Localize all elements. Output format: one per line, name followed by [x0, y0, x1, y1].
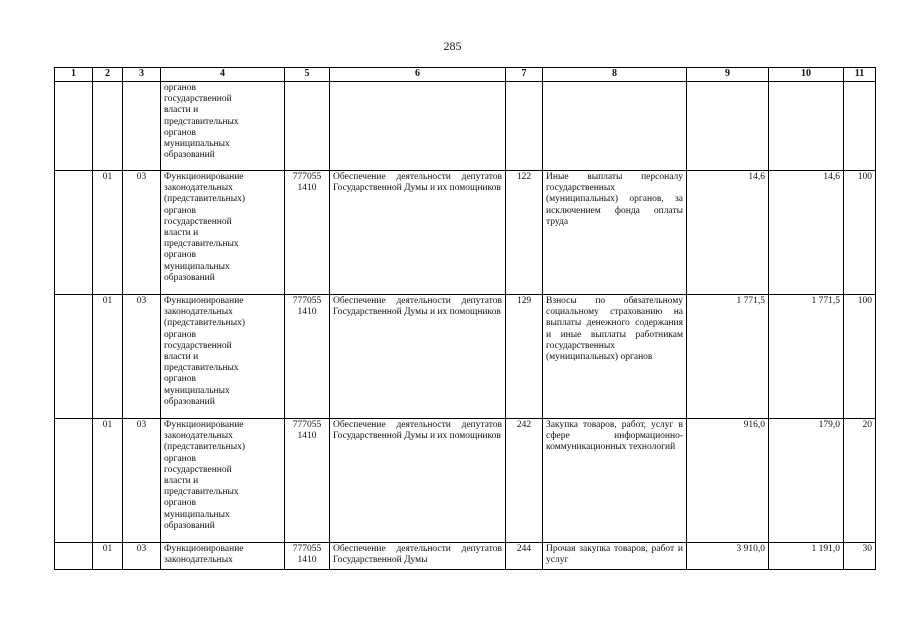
cell-percent: 20: [844, 419, 876, 543]
cell-target-name: Обеспечение деятельности депутатов Государственной Думы: [330, 543, 506, 570]
col-header: 6: [330, 68, 506, 82]
cell-executed: 1 191,0: [769, 543, 844, 570]
cell-executed: 14,6: [769, 171, 844, 295]
table-row: [55, 295, 876, 419]
cell-expense-code: 244: [506, 543, 543, 570]
col-header: 11: [844, 68, 876, 82]
cell-target-code: 777055 1410: [285, 419, 330, 543]
cell-target-name: Обеспечение деятельности депутатов Государственной Думы и их помощников: [330, 419, 506, 543]
cell-expense-code: 242: [506, 419, 543, 543]
cell-expense-name: Взносы по обязательному социальному страхованию на выплаты денежного содержания и иные выплаты работникам государственных (муниципальных) органов: [543, 295, 687, 419]
cell-executed: 179,0: [769, 419, 844, 543]
cell: [123, 82, 161, 171]
col-header: 5: [285, 68, 330, 82]
col-header: 7: [506, 68, 543, 82]
cell-subsection: 03: [123, 295, 161, 419]
cell: [55, 543, 93, 570]
cell-target-code: 777055 1410: [285, 543, 330, 570]
cell-section: 01: [93, 543, 123, 570]
cell-expense-code: 122: [506, 171, 543, 295]
cell-subsection: 03: [123, 171, 161, 295]
cell-section-name: Функционирование законодательных: [161, 543, 285, 570]
col-header: 9: [687, 68, 769, 82]
cell-planned: 14,6: [687, 171, 769, 295]
cell-target-code: 777055 1410: [285, 295, 330, 419]
cell: [55, 82, 93, 171]
table-row: [55, 543, 876, 570]
cell: [543, 82, 687, 171]
cell-section: 01: [93, 171, 123, 295]
col-header: 10: [769, 68, 844, 82]
col-header: 3: [123, 68, 161, 82]
cell-section-name: Функционирование законодательных (представительных) органов государственной власти и представительных органов муниципальных образований: [161, 171, 285, 295]
table-row: [55, 419, 876, 543]
cell-target-name: Обеспечение деятельности депутатов Государственной Думы и их помощников: [330, 295, 506, 419]
cell-subsection: 03: [123, 419, 161, 543]
cell: [506, 82, 543, 171]
cell: [285, 82, 330, 171]
cell-expense-name: Закупка товаров, работ, услуг в сфере информационно-коммуникационных технологий: [543, 419, 687, 543]
cell-target-code: 777055 1410: [285, 171, 330, 295]
cell-expense-name: Иные выплаты персоналу государственных (муниципальных) органов, за исключением фонда оплаты труда: [543, 171, 687, 295]
cell: [55, 171, 93, 295]
cell-planned: 3 910,0: [687, 543, 769, 570]
cell-planned: 916,0: [687, 419, 769, 543]
page-number: 285: [443, 39, 462, 53]
cell-expense-name: Прочая закупка товаров, работ и услуг: [543, 543, 687, 570]
col-header: 2: [93, 68, 123, 82]
cell: [330, 82, 506, 171]
table-row: [55, 171, 876, 295]
table-row: [55, 82, 876, 171]
cell-target-name: Обеспечение деятельности депутатов Государственной Думы и их помощников: [330, 171, 506, 295]
cell-section: 01: [93, 419, 123, 543]
cell-section: 01: [93, 295, 123, 419]
cell-planned: 1 771,5: [687, 295, 769, 419]
col-header: 1: [55, 68, 93, 82]
cell: [687, 82, 769, 171]
cell-section-name: органов государственной власти и представительных органов муниципальных образований: [161, 82, 285, 171]
cell-percent: 30: [844, 543, 876, 570]
cell-executed: 1 771,5: [769, 295, 844, 419]
cell-percent: 100: [844, 295, 876, 419]
cell: [769, 82, 844, 171]
cell-expense-code: 129: [506, 295, 543, 419]
header-row: [55, 68, 876, 82]
cell-subsection: 03: [123, 543, 161, 570]
cell-section-name: Функционирование законодательных (представительных) органов государственной власти и представительных органов муниципальных образований: [161, 419, 285, 543]
cell: [844, 82, 876, 171]
col-header: 8: [543, 68, 687, 82]
cell-percent: 100: [844, 171, 876, 295]
budget-table: [54, 67, 876, 570]
cell: [93, 82, 123, 171]
cell-section-name: Функционирование законодательных (представительных) органов государственной власти и представительных органов муниципальных образований: [161, 295, 285, 419]
cell: [55, 295, 93, 419]
cell: [55, 419, 93, 543]
col-header: 4: [161, 68, 285, 82]
